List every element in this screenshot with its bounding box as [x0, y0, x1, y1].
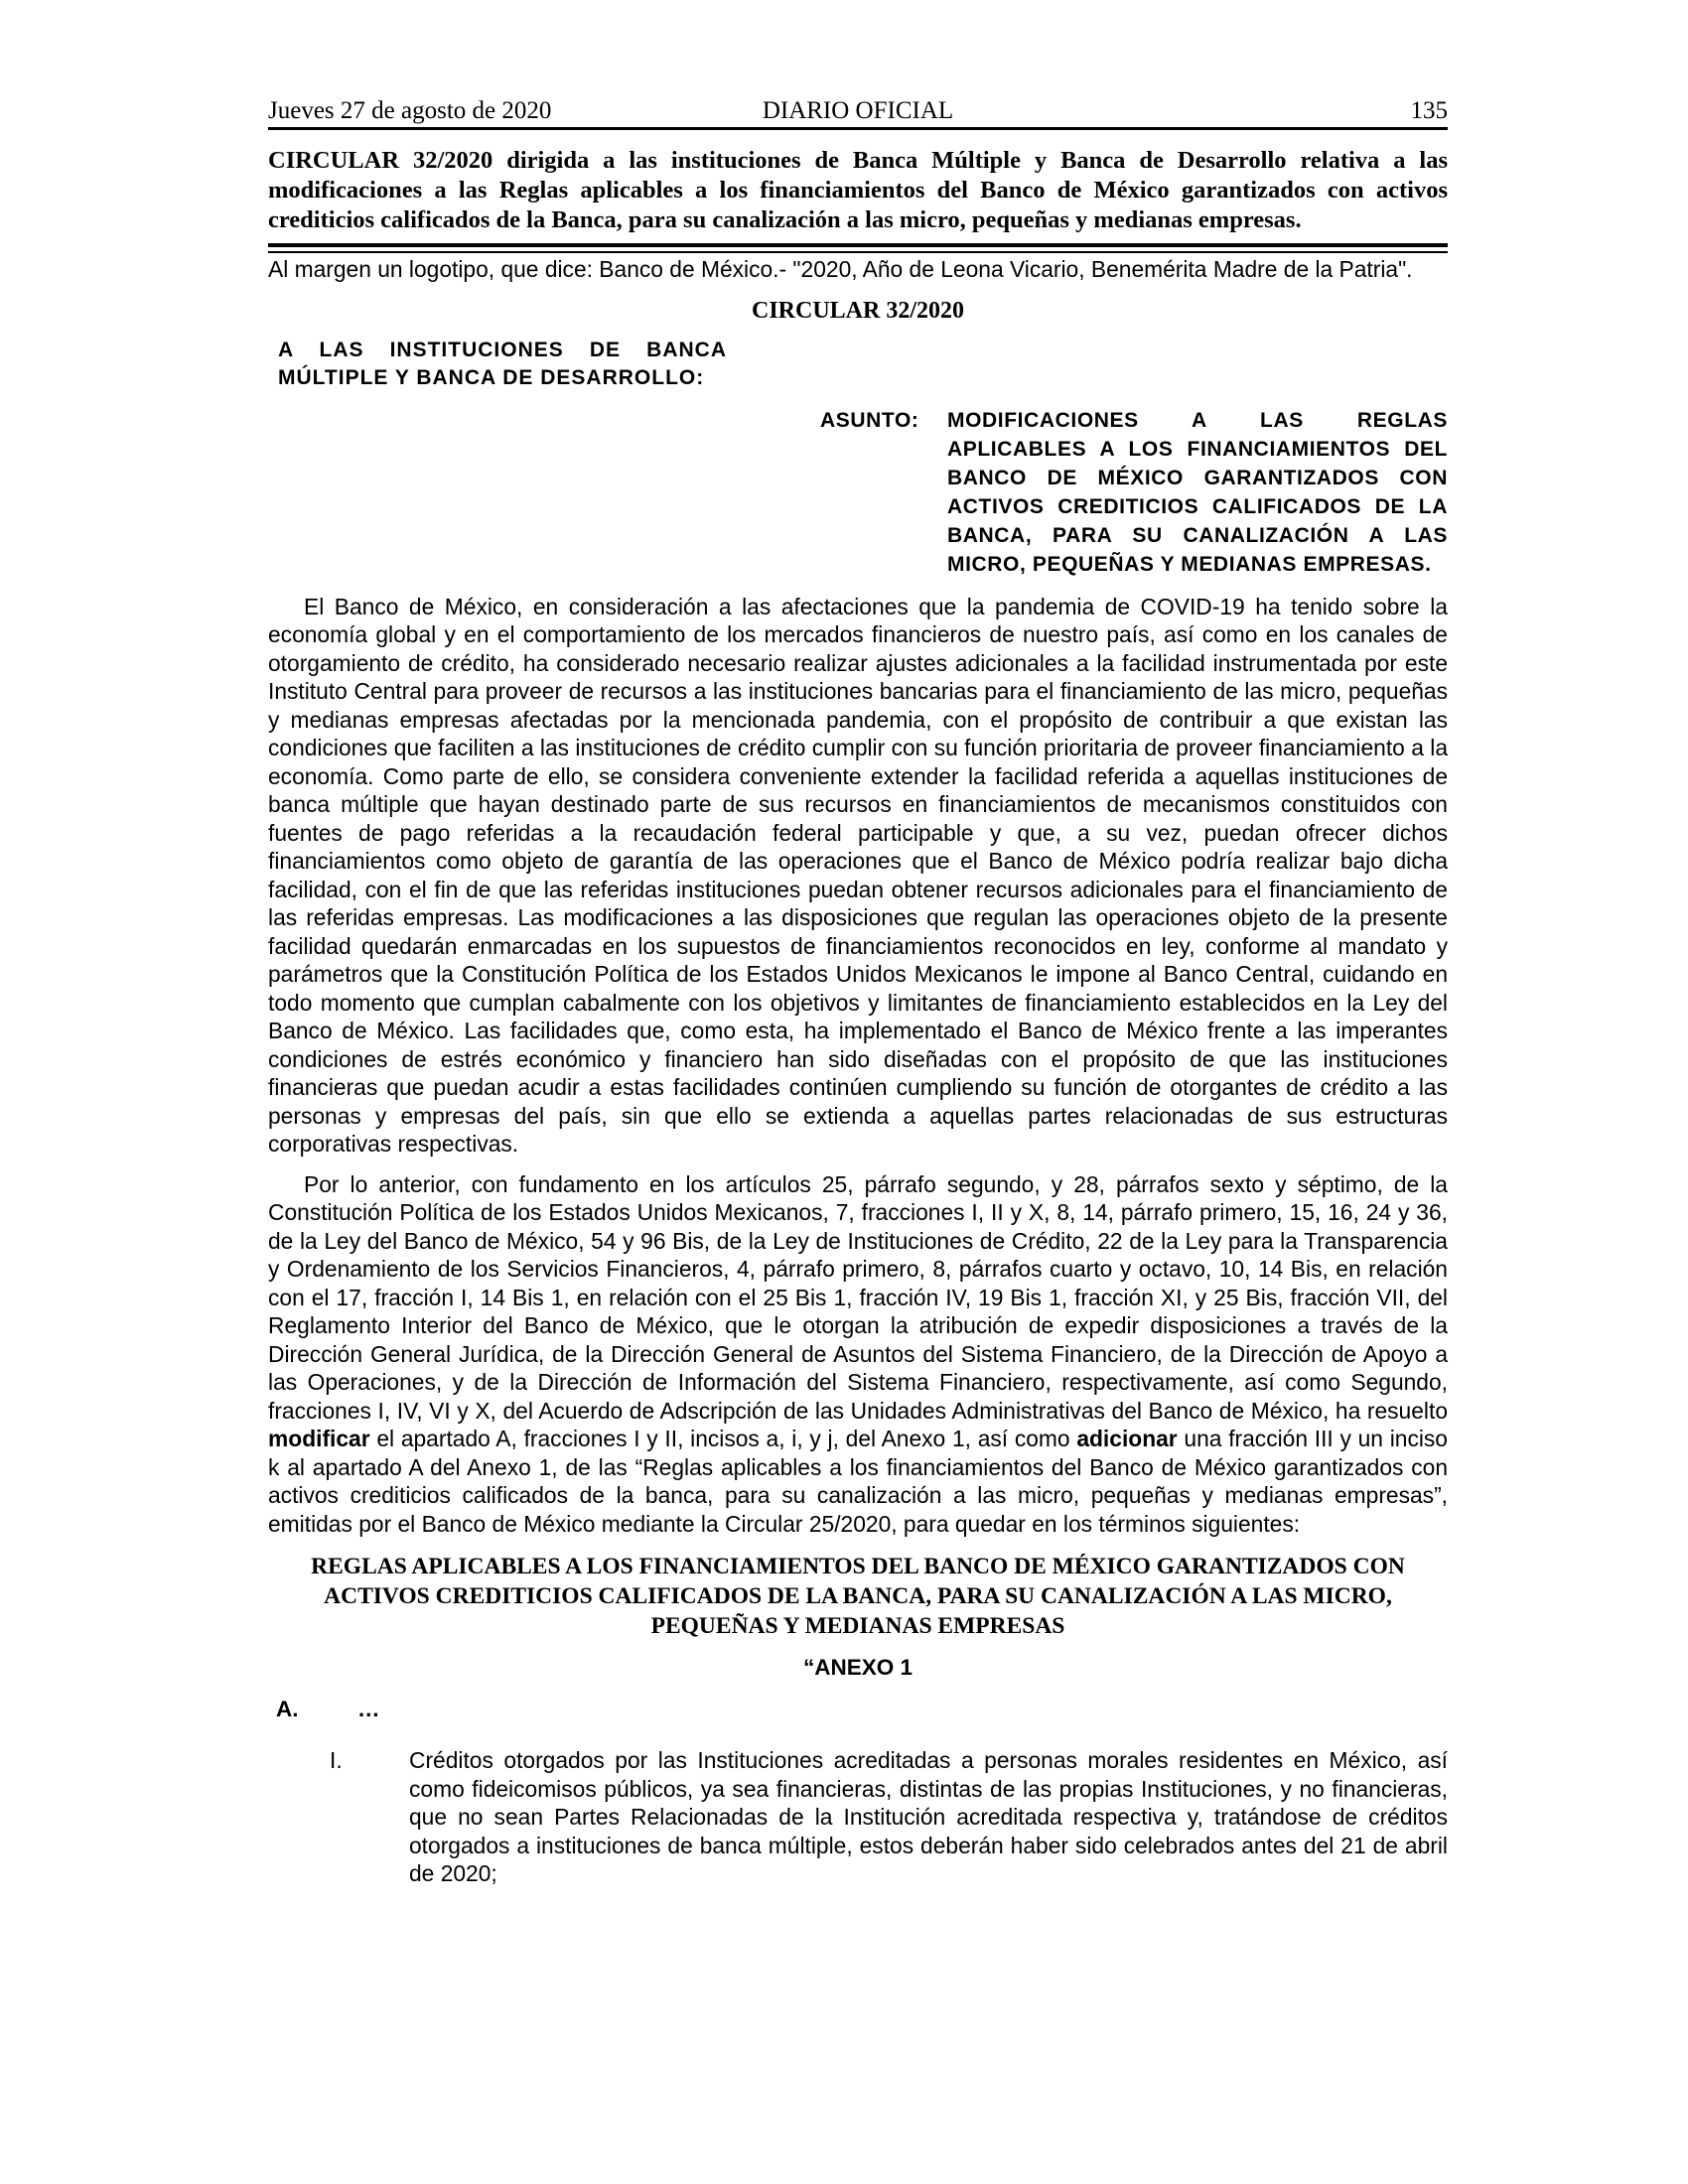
keyword-modificar: modificar — [268, 1426, 370, 1451]
legal-basis-text-3: una fracción III y un inciso k al apartado A del Anexo 1, de las “Reglas aplicables a los financiamientos del Banco de México garantizados con activos crediticios calificados de la banca, para su canalización a las micro, pequeñas y medianas empresas”, emitidas por el Banco de México mediante la Circular 25/2020, para quedar en los términos siguientes: — [268, 1426, 1448, 1537]
margin-note: Al margen un logotipo, que dice: Banco de México.- "2020, Año de Leona Vicario, Benemérita Madre de la Patria". — [268, 256, 1413, 282]
section-a-ellipsis: … — [357, 1697, 380, 1721]
circular-heading: CIRCULAR 32/2020 — [751, 297, 964, 324]
asunto-text: MODIFICACIONES A LAS REGLAS APLICABLES A LOS FINANCIAMIENTOS DEL BANCO DE MÉXICO GARANTIZADOS CON ACTIVOS CREDITICIOS CALIFICADOS DE LA BANCA, PARA SU CANALIZACIÓN A LAS MICRO, PEQUEÑAS Y MEDIANAS EMPRESAS. — [947, 408, 1448, 576]
item-text: Créditos otorgados por las Instituciones acreditadas a personas morales residentes en México, así como fideicomisos públicos, ya sea financieras, distintas de las propias Instituciones, y no financieras, que no sean Partes Relacionadas de la Institución acreditada respectiva y, tratándose de créditos otorgados a instituciones de banca múltiple, estos deberán haber sido celebrados antes del 21 de abril de 2020; — [409, 1747, 1448, 1886]
page-header — [268, 91, 1448, 130]
header-page-number: 135 — [1410, 97, 1448, 124]
addressee: A LAS INSTITUCIONES DE BANCA MÚLTIPLE Y BANCA DE DESARROLLO: — [278, 338, 727, 389]
legal-basis-text-1: Por lo anterior, con fundamento en los artículos 25, párrafo segundo, y 28, párrafos sexto y séptimo, de la Constitución Política de los Estados Unidos Mexicanos, 7, fracciones I, II y X, 8, 14, párrafo primero, 15, 16, 24 y 36, de la Ley del Banco de México, 54 y 96 Bis, de la Ley de Instituciones de Crédito, 22 de la Ley para la Transparencia y Ordenamiento de los Servicios Financieros, 4, párrafo primero, 8, párrafos cuarto y octavo, 10, 14 Bis, en relación con el 17, fracción I, 14 Bis 1, en relación con el 25 Bis 1, fracción IV, 19 Bis 1, fracción XI, y 25 Bis, fracción VII, del Reglamento Interior del Banco de México, que le otorgan la atribución de expedir disposiciones a través de la Dirección General Jurídica, de la Dirección General de Asuntos del Sistema Financiero, de la Dirección de Apoyo a las Operaciones, y de la Dirección de Información del Sistema Financiero, respectivamente, así como Segundo, fracciones I, IV, VI y X, del Acuerdo de Adscripción de las Unidades Administrativas del Banco de México, ha resuelto — [268, 1170, 1448, 1424]
header-publication: DIARIO OFICIAL — [762, 97, 954, 124]
document-page — [268, 91, 1448, 1888]
asunto-label: ASUNTO: — [820, 408, 919, 432]
paragraph-considerations: El Banco de México, en consideración a las afectaciones que la pandemia de COVID-19 ha tenido sobre la economía global y en el comportamiento de los mercados financieros de nuestro país, así como en los canales de otorgamiento de crédito, ha considerado necesario realizar ajustes adicionales a la facilidad instrumentada por este Instituto Central para proveer de recursos a las instituciones bancarias para el financiamiento de las micro, pequeñas y medianas empresas afectadas por la mencionada pandemia, con el propósito de contribuir a que existan las condiciones que faciliten a las instituciones de crédito cumplir con su función prioritaria de proveer financiamiento a la economía. Como parte de ello, se considera conveniente extender la facilidad referida a aquellas instituciones de banca múltiple que hayan destinado parte de sus recursos en financiamientos de mecanismos constituidos con fuentes de pago referidas a la recaudación federal participable y que, a su vez, puedan ofrecer dichos financiamientos como objeto de garantía de las operaciones que el Banco de México podría realizar bajo dicha facilidad, con el fin de que las referidas instituciones puedan obtener recursos adicionales para el financiamiento de las referidas empresas. Las modificaciones a las disposiciones que regulan las operaciones objeto de la presente facilidad quedarán enmarcadas en los supuestos de financiamientos reconocidos en ley, conforme al mandato y parámetros que la Constitución Política de los Estados Unidos Mexicanos le impone al Banco Central, cuidando en todo momento que cumplan cabalmente con los objetivos y limitantes de financiamiento establecidos en la Ley del Banco de México. Las facilidades que, como esta, ha implementado el Banco de México frente a las imperantes condiciones de estrés económico y financiero han sido diseñadas con el propósito de que las instituciones financieras que puedan acudir a estas facilidades continúen cumpliendo su función de otorgantes de crédito a las personas y empresas del país, sin que ello se extienda a aquellas partes relacionadas de sus estructuras corporativas respectivas. — [268, 593, 1448, 1157]
title-divider — [268, 243, 1448, 253]
anexo-title: “ANEXO 1 — [802, 1655, 914, 1680]
keyword-adicionar: adicionar — [1076, 1426, 1178, 1451]
section-a-letter: A. — [276, 1697, 299, 1721]
asunto-block — [820, 406, 1448, 579]
list-item — [330, 1746, 1448, 1888]
paragraph-legal-basis — [268, 1170, 1448, 1539]
header-date: Jueves 27 de agosto de 2020 — [268, 97, 552, 124]
item-numeral: I. — [330, 1747, 343, 1773]
circular-title: CIRCULAR 32/2020 dirigida a las instituciones de Banca Múltiple y Banca de Desarrollo relativa a las modificaciones a las Reglas aplicables a los financiamientos del Banco de México garantizados con activos crediticios calificados de la Banca, para su canalización a las micro, pequeñas y medianas empresas. — [268, 147, 1448, 233]
section-a — [276, 1697, 1448, 1722]
legal-basis-text-2: el apartado A, fracciones I y II, incisos a, i, y j, del Anexo 1, así como — [369, 1426, 1077, 1451]
rules-title: REGLAS APLICABLES A LOS FINANCIAMIENTOS DEL BANCO DE MÉXICO GARANTIZADOS CON ACTIVOS CREDITICIOS CALIFICADOS DE LA BANCA, PARA SU CANALIZACIÓN A LAS MICRO, PEQUEÑAS Y MEDIANAS EMPRESAS — [311, 1554, 1405, 1639]
